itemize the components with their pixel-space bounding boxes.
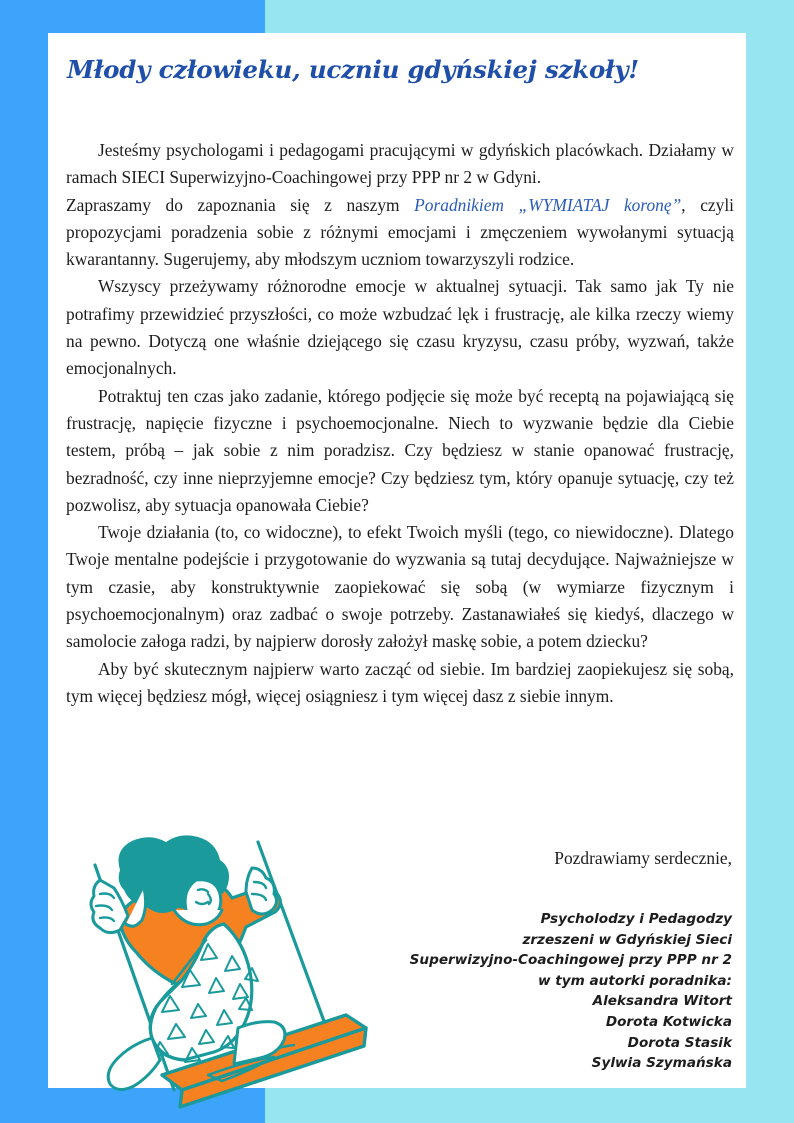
- signature-author-2: Dorota Kotwicka: [605, 1013, 732, 1030]
- content-card-inner: [48, 33, 746, 1088]
- guide-link-wymiataj-korone[interactable]: „WYMIATAJ koronę”: [518, 194, 682, 215]
- paragraph-2-text-lead: Zapraszamy do zapoznania się z naszym: [66, 194, 415, 215]
- signature-author-4: Sylwia Szymańska: [591, 1055, 732, 1072]
- signature-author-3: Dorota Stasik: [627, 1034, 732, 1051]
- signature-author-1: Aleksandra Witort: [592, 993, 732, 1010]
- signature-line-2: zrzeszeni w Gdyńskiej Sieci: [522, 931, 732, 948]
- paragraph-3: [66, 273, 734, 382]
- page-title: Młody człowieku, uczniu gdyńskiej szkoły!: [67, 55, 639, 84]
- paragraph-2: [66, 192, 734, 274]
- paragraph-2-space: [504, 195, 519, 215]
- paragraph-3-text: Wszyscy przeżywamy różnorodne emocje w aktualnej sytuacji. Tak samo jak Ty nie potrafimy przewidzieć przyszłości, co może wzbudzać lęk i frustrację, ale kilka rzeczy wiemy na pewno. Dotyczą one właśnie dziejącego się czasu kryzysu, czasu próby, wyzwań, także emocjonalnych.: [66, 276, 734, 379]
- signature-line-1: Psycholodzy i Pedagodzy: [540, 911, 732, 927]
- paragraph-6-text: Aby być skutecznym najpierw warto zacząć od siebie. Im bardziej zaopiekujesz się sobą, tym więcej będziesz mógł, więcej osiągniesz i tym więcej dasz z siebie innym.: [66, 658, 734, 706]
- paragraph-5: [66, 519, 734, 655]
- closing-salutation: Pozdrawiamy serdecznie,: [554, 848, 732, 868]
- body-copy: [66, 137, 734, 710]
- paragraph-5-text: Twoje działania (to, co widoczne), to efekt Twoich myśli (tego, co niewidoczne). Dlatego Twoje mentalne podejście i przygotowanie do wyzwania są tutaj decydujące. Najważniejsze w tym czasie, aby konstruktywnie zaopiekować się sobą (w wymiarze fizycznym i psychoemocjonalnym) oraz zadbać o swoje potrzeby. Zastanawiałeś się kiedyś, dlaczego w samolocie załoga radzi, by najpierw dorosły założył maskę sobie, a potem dziecku?: [66, 522, 734, 652]
- signature-line-3: Superwizyjno-Coachingowej przy PPP nr 2: [409, 952, 732, 969]
- paragraph-1: [66, 137, 734, 192]
- paragraph-4-text: Potraktuj ten czas jako zadanie, którego podjęcie się może być receptą na pojawiającą się frustrację, napięcie fizyczne i psychoemocjonalne. Niech to wyzwanie będzie dla Ciebie testem, próbą – jak sobie z nim poradzisz. Czy będziesz w stanie opanować frustrację, bezradność, czy inne nieprzyjemne emocje? Czy będziesz tym, który opanuje sytuację, czy też pozwolisz, aby sytuacja opanowała Ciebie?: [66, 385, 734, 515]
- signature-line-4: w tym autorki poradnika:: [537, 972, 732, 989]
- content-card: [48, 33, 746, 1088]
- paragraph-4: [66, 383, 734, 519]
- guide-link-poradnikiem[interactable]: Poradnikiem: [414, 194, 504, 215]
- paragraph-1-text: Jesteśmy psychologami i pedagogami pracującymi w gdyńskich placówkach. Działamy w ramach SIECI Superwizyjno-Coachingowej przy PPP nr 2 w Gdyni.: [66, 140, 734, 188]
- signature-block: [410, 909, 732, 1074]
- paragraph-6: [66, 656, 734, 711]
- paragraph-2-text-tail: , czyli propozycjami poradzenia sobie z różnymi emocjami i zmęczeniem wywołanymi sytuacją kwarantanny. Sugerujemy, aby młodszym uczniom towarzyszyli rodzice.: [66, 194, 734, 270]
